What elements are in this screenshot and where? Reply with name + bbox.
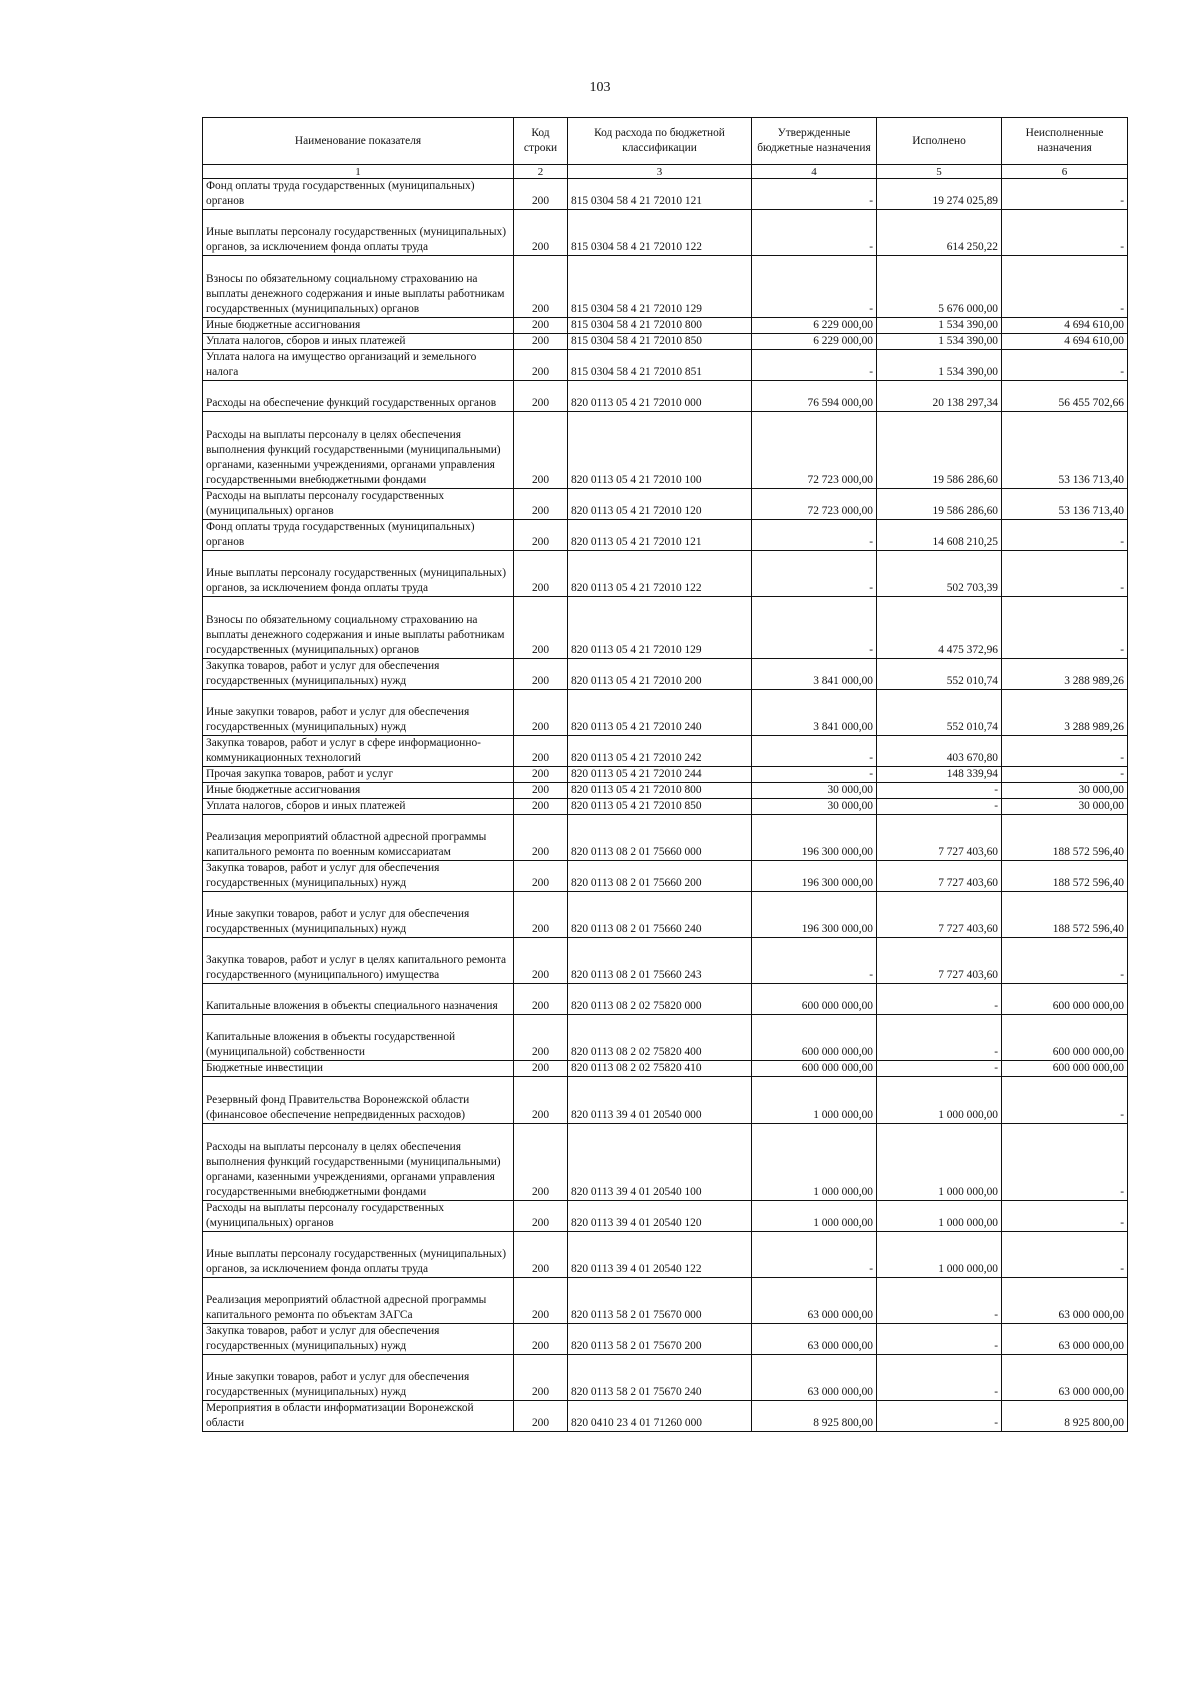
table-row: [203, 736, 1128, 767]
header-unexecuted: Неисполненные назначения: [1002, 118, 1128, 165]
unexecuted-amount-cell: 30 000,00: [1002, 783, 1128, 799]
approved-amount-cell: 30 000,00: [752, 799, 877, 815]
approved-amount-cell: 6 229 000,00: [752, 334, 877, 350]
indicator-name-cell: Взносы по обязательному социальному страхованию на выплаты денежного содержания и иные выплаты работникам государственных (муниципальных) органов: [203, 597, 514, 659]
approved-amount-cell: -: [752, 597, 877, 659]
header-row: [203, 118, 1128, 165]
unexecuted-amount-cell: 56 455 702,66: [1002, 381, 1128, 412]
unexecuted-amount-cell: -: [1002, 520, 1128, 551]
expense-code-cell: 820 0113 08 2 01 75660 200: [568, 861, 752, 892]
unexecuted-amount-cell: 4 694 610,00: [1002, 334, 1128, 350]
expense-code-cell: 820 0113 05 4 21 72010 850: [568, 799, 752, 815]
unexecuted-amount-cell: -: [1002, 1232, 1128, 1278]
table-body: [203, 179, 1128, 1432]
indicator-name-cell: Закупка товаров, работ и услуг в сфере информационно-коммуникационных технологий: [203, 736, 514, 767]
table-row: [203, 767, 1128, 783]
executed-amount-cell: 7 727 403,60: [877, 938, 1002, 984]
indicator-name-cell: Фонд оплаты труда государственных (муниципальных) органов: [203, 520, 514, 551]
table-row: [203, 799, 1128, 815]
expense-code-cell: 820 0113 08 2 02 75820 000: [568, 984, 752, 1015]
expense-code-cell: 820 0113 39 4 01 20540 000: [568, 1077, 752, 1124]
approved-amount-cell: 1 000 000,00: [752, 1201, 877, 1232]
expense-code-cell: 820 0113 05 4 21 72010 120: [568, 489, 752, 520]
row-code-cell: 200: [514, 551, 568, 597]
executed-amount-cell: 7 727 403,60: [877, 815, 1002, 861]
row-code-cell: 200: [514, 1278, 568, 1324]
approved-amount-cell: 72 723 000,00: [752, 489, 877, 520]
unexecuted-amount-cell: -: [1002, 1201, 1128, 1232]
expense-code-cell: 815 0304 58 4 21 72010 121: [568, 179, 752, 210]
indicator-name-cell: Бюджетные инвестиции: [203, 1061, 514, 1077]
unexecuted-amount-cell: -: [1002, 350, 1128, 381]
indicator-name-cell: Расходы на выплаты персоналу государственных (муниципальных) органов: [203, 1201, 514, 1232]
expense-code-cell: 820 0113 05 4 21 72010 200: [568, 659, 752, 690]
approved-amount-cell: -: [752, 551, 877, 597]
table-row: [203, 815, 1128, 861]
unexecuted-amount-cell: -: [1002, 256, 1128, 318]
approved-amount-cell: 1 000 000,00: [752, 1077, 877, 1124]
unexecuted-amount-cell: 3 288 989,26: [1002, 690, 1128, 736]
table-row: [203, 597, 1128, 659]
unexecuted-amount-cell: 63 000 000,00: [1002, 1278, 1128, 1324]
table-row: [203, 938, 1128, 984]
unexecuted-amount-cell: -: [1002, 736, 1128, 767]
column-number: 2: [514, 165, 568, 179]
header-executed: Исполнено: [877, 118, 1002, 165]
approved-amount-cell: 600 000 000,00: [752, 1061, 877, 1077]
expense-code-cell: 815 0304 58 4 21 72010 800: [568, 318, 752, 334]
expense-code-cell: 820 0113 08 2 01 75660 240: [568, 892, 752, 938]
executed-amount-cell: -: [877, 783, 1002, 799]
table-row: [203, 350, 1128, 381]
table-row: [203, 318, 1128, 334]
header-row-code: Код строки: [514, 118, 568, 165]
table-row: [203, 210, 1128, 256]
row-code-cell: 200: [514, 334, 568, 350]
executed-amount-cell: 1 000 000,00: [877, 1232, 1002, 1278]
indicator-name-cell: Расходы на выплаты персоналу государственных (муниципальных) органов: [203, 489, 514, 520]
executed-amount-cell: -: [877, 1278, 1002, 1324]
unexecuted-amount-cell: -: [1002, 551, 1128, 597]
executed-amount-cell: 614 250,22: [877, 210, 1002, 256]
row-code-cell: 200: [514, 938, 568, 984]
unexecuted-amount-cell: -: [1002, 767, 1128, 783]
table-row: [203, 892, 1128, 938]
indicator-name-cell: Капитальные вложения в объекты специального назначения: [203, 984, 514, 1015]
indicator-name-cell: Взносы по обязательному социальному страхованию на выплаты денежного содержания и иные выплаты работникам государственных (муниципальных) органов: [203, 256, 514, 318]
table-row: [203, 690, 1128, 736]
row-code-cell: 200: [514, 861, 568, 892]
column-number: 1: [203, 165, 514, 179]
expense-code-cell: 820 0113 08 2 02 75820 400: [568, 1015, 752, 1061]
approved-amount-cell: 3 841 000,00: [752, 659, 877, 690]
table-row: [203, 659, 1128, 690]
approved-amount-cell: 63 000 000,00: [752, 1355, 877, 1401]
expense-code-cell: 820 0113 05 4 21 72010 242: [568, 736, 752, 767]
executed-amount-cell: 1 000 000,00: [877, 1077, 1002, 1124]
unexecuted-amount-cell: 600 000 000,00: [1002, 1015, 1128, 1061]
row-code-cell: 200: [514, 1355, 568, 1401]
expense-code-cell: 820 0113 58 2 01 75670 000: [568, 1278, 752, 1324]
approved-amount-cell: -: [752, 179, 877, 210]
expense-code-cell: 820 0113 05 4 21 72010 121: [568, 520, 752, 551]
expense-code-cell: 820 0113 08 2 01 75660 000: [568, 815, 752, 861]
table-row: [203, 783, 1128, 799]
page-number: 103: [589, 80, 611, 95]
column-number: 6: [1002, 165, 1128, 179]
executed-amount-cell: 502 703,39: [877, 551, 1002, 597]
approved-amount-cell: -: [752, 1232, 877, 1278]
table-row: [203, 489, 1128, 520]
row-code-cell: 200: [514, 1124, 568, 1201]
indicator-name-cell: Иные выплаты персоналу государственных (муниципальных) органов, за исключением фонда оплаты труда: [203, 210, 514, 256]
approved-amount-cell: -: [752, 520, 877, 551]
unexecuted-amount-cell: 53 136 713,40: [1002, 412, 1128, 489]
unexecuted-amount-cell: 188 572 596,40: [1002, 861, 1128, 892]
expense-code-cell: 820 0113 08 2 02 75820 410: [568, 1061, 752, 1077]
table-row: [203, 551, 1128, 597]
indicator-name-cell: Иные бюджетные ассигнования: [203, 318, 514, 334]
table-row: [203, 1061, 1128, 1077]
row-code-cell: 200: [514, 659, 568, 690]
row-code-cell: 200: [514, 520, 568, 551]
executed-amount-cell: -: [877, 1401, 1002, 1432]
row-code-cell: 200: [514, 597, 568, 659]
column-number: 5: [877, 165, 1002, 179]
indicator-name-cell: Закупка товаров, работ и услуг для обеспечения государственных (муниципальных) нужд: [203, 861, 514, 892]
executed-amount-cell: 19 274 025,89: [877, 179, 1002, 210]
table-row: [203, 1077, 1128, 1124]
indicator-name-cell: Уплата налогов, сборов и иных платежей: [203, 799, 514, 815]
executed-amount-cell: 1 000 000,00: [877, 1201, 1002, 1232]
indicator-name-cell: Резервный фонд Правительства Воронежской области (финансовое обеспечение непредвиденных расходов): [203, 1077, 514, 1124]
budget-sheet: [202, 117, 1127, 1432]
table-row: [203, 334, 1128, 350]
approved-amount-cell: 6 229 000,00: [752, 318, 877, 334]
table-row: [203, 1201, 1128, 1232]
approved-amount-cell: -: [752, 210, 877, 256]
unexecuted-amount-cell: 63 000 000,00: [1002, 1324, 1128, 1355]
executed-amount-cell: 1 000 000,00: [877, 1124, 1002, 1201]
table-row: [203, 1232, 1128, 1278]
executed-amount-cell: 552 010,74: [877, 659, 1002, 690]
expense-code-cell: 820 0113 39 4 01 20540 100: [568, 1124, 752, 1201]
row-code-cell: 200: [514, 736, 568, 767]
executed-amount-cell: 14 608 210,25: [877, 520, 1002, 551]
executed-amount-cell: -: [877, 799, 1002, 815]
indicator-name-cell: Фонд оплаты труда государственных (муниципальных) органов: [203, 179, 514, 210]
unexecuted-amount-cell: 3 288 989,26: [1002, 659, 1128, 690]
table-row: [203, 381, 1128, 412]
indicator-name-cell: Иные бюджетные ассигнования: [203, 783, 514, 799]
approved-amount-cell: 8 925 800,00: [752, 1401, 877, 1432]
executed-amount-cell: -: [877, 984, 1002, 1015]
approved-amount-cell: 76 594 000,00: [752, 381, 877, 412]
executed-amount-cell: 20 138 297,34: [877, 381, 1002, 412]
unexecuted-amount-cell: 53 136 713,40: [1002, 489, 1128, 520]
expense-code-cell: 820 0113 05 4 21 72010 129: [568, 597, 752, 659]
indicator-name-cell: Уплата налога на имущество организаций и земельного налога: [203, 350, 514, 381]
budget-table: [202, 117, 1128, 1432]
indicator-name-cell: Мероприятия в области информатизации Воронежской области: [203, 1401, 514, 1432]
approved-amount-cell: 196 300 000,00: [752, 861, 877, 892]
executed-amount-cell: 5 676 000,00: [877, 256, 1002, 318]
row-code-cell: 200: [514, 1232, 568, 1278]
row-code-cell: 200: [514, 489, 568, 520]
row-code-cell: 200: [514, 1077, 568, 1124]
expense-code-cell: 820 0410 23 4 01 71260 000: [568, 1401, 752, 1432]
approved-amount-cell: 30 000,00: [752, 783, 877, 799]
row-code-cell: 200: [514, 210, 568, 256]
header-approved: Утвержденные бюджетные назначения: [752, 118, 877, 165]
expense-code-cell: 815 0304 58 4 21 72010 850: [568, 334, 752, 350]
unexecuted-amount-cell: 4 694 610,00: [1002, 318, 1128, 334]
expense-code-cell: 820 0113 39 4 01 20540 120: [568, 1201, 752, 1232]
indicator-name-cell: Уплата налогов, сборов и иных платежей: [203, 334, 514, 350]
row-code-cell: 200: [514, 179, 568, 210]
executed-amount-cell: -: [877, 1061, 1002, 1077]
executed-amount-cell: -: [877, 1355, 1002, 1401]
expense-code-cell: 820 0113 58 2 01 75670 240: [568, 1355, 752, 1401]
indicator-name-cell: Иные закупки товаров, работ и услуг для обеспечения государственных (муниципальных) нужд: [203, 690, 514, 736]
approved-amount-cell: 600 000 000,00: [752, 1015, 877, 1061]
expense-code-cell: 820 0113 58 2 01 75670 200: [568, 1324, 752, 1355]
executed-amount-cell: 4 475 372,96: [877, 597, 1002, 659]
unexecuted-amount-cell: -: [1002, 1124, 1128, 1201]
row-code-cell: 200: [514, 815, 568, 861]
indicator-name-cell: Иные закупки товаров, работ и услуг для обеспечения государственных (муниципальных) нужд: [203, 892, 514, 938]
expense-code-cell: 820 0113 05 4 21 72010 100: [568, 412, 752, 489]
approved-amount-cell: 63 000 000,00: [752, 1278, 877, 1324]
expense-code-cell: 820 0113 08 2 01 75660 243: [568, 938, 752, 984]
approved-amount-cell: -: [752, 736, 877, 767]
indicator-name-cell: Иные закупки товаров, работ и услуг для обеспечения государственных (муниципальных) нужд: [203, 1355, 514, 1401]
expense-code-cell: 820 0113 05 4 21 72010 240: [568, 690, 752, 736]
table-row: [203, 1278, 1128, 1324]
expense-code-cell: 815 0304 58 4 21 72010 122: [568, 210, 752, 256]
unexecuted-amount-cell: 8 925 800,00: [1002, 1401, 1128, 1432]
unexecuted-amount-cell: -: [1002, 597, 1128, 659]
unexecuted-amount-cell: 30 000,00: [1002, 799, 1128, 815]
approved-amount-cell: -: [752, 350, 877, 381]
indicator-name-cell: Прочая закупка товаров, работ и услуг: [203, 767, 514, 783]
approved-amount-cell: 3 841 000,00: [752, 690, 877, 736]
table-row: [203, 1124, 1128, 1201]
approved-amount-cell: 196 300 000,00: [752, 815, 877, 861]
indicator-name-cell: Реализация мероприятий областной адресной программы капитального ремонта по военным комиссариатам: [203, 815, 514, 861]
header-indicator-name: Наименование показателя: [203, 118, 514, 165]
unexecuted-amount-cell: -: [1002, 938, 1128, 984]
indicator-name-cell: Закупка товаров, работ и услуг для обеспечения государственных (муниципальных) нужд: [203, 1324, 514, 1355]
expense-code-cell: 820 0113 39 4 01 20540 122: [568, 1232, 752, 1278]
indicator-name-cell: Иные выплаты персоналу государственных (муниципальных) органов, за исключением фонда оплаты труда: [203, 1232, 514, 1278]
table-row: [203, 179, 1128, 210]
unexecuted-amount-cell: 188 572 596,40: [1002, 892, 1128, 938]
indicator-name-cell: Расходы на выплаты персоналу в целях обеспечения выполнения функций государственными (муниципальными) органами, казенными учреждениями, органами управления государственными внебюджетными фондами: [203, 412, 514, 489]
indicator-name-cell: Расходы на обеспечение функций государственных органов: [203, 381, 514, 412]
row-code-cell: 200: [514, 1201, 568, 1232]
expense-code-cell: 815 0304 58 4 21 72010 129: [568, 256, 752, 318]
executed-amount-cell: -: [877, 1015, 1002, 1061]
executed-amount-cell: 148 339,94: [877, 767, 1002, 783]
approved-amount-cell: 63 000 000,00: [752, 1324, 877, 1355]
indicator-name-cell: Закупка товаров, работ и услуг в целях капитального ремонта государственного (муниципального) имущества: [203, 938, 514, 984]
executed-amount-cell: 7 727 403,60: [877, 861, 1002, 892]
row-code-cell: 200: [514, 318, 568, 334]
row-code-cell: 200: [514, 1401, 568, 1432]
unexecuted-amount-cell: -: [1002, 1077, 1128, 1124]
expense-code-cell: 820 0113 05 4 21 72010 244: [568, 767, 752, 783]
executed-amount-cell: 19 586 286,60: [877, 489, 1002, 520]
unexecuted-amount-cell: 63 000 000,00: [1002, 1355, 1128, 1401]
executed-amount-cell: 1 534 390,00: [877, 318, 1002, 334]
executed-amount-cell: 19 586 286,60: [877, 412, 1002, 489]
approved-amount-cell: 600 000 000,00: [752, 984, 877, 1015]
indicator-name-cell: Капитальные вложения в объекты государственной (муниципальной) собственности: [203, 1015, 514, 1061]
row-code-cell: 200: [514, 1324, 568, 1355]
executed-amount-cell: 7 727 403,60: [877, 892, 1002, 938]
row-code-cell: 200: [514, 1015, 568, 1061]
table-row: [203, 412, 1128, 489]
table-row: [203, 520, 1128, 551]
table-row: [203, 1324, 1128, 1355]
row-code-cell: 200: [514, 256, 568, 318]
table-row: [203, 1015, 1128, 1061]
row-code-cell: 200: [514, 767, 568, 783]
table-row: [203, 256, 1128, 318]
expense-code-cell: 820 0113 05 4 21 72010 800: [568, 783, 752, 799]
indicator-name-cell: Закупка товаров, работ и услуг для обеспечения государственных (муниципальных) нужд: [203, 659, 514, 690]
expense-code-cell: 820 0113 05 4 21 72010 000: [568, 381, 752, 412]
row-code-cell: 200: [514, 1061, 568, 1077]
table-row: [203, 1401, 1128, 1432]
header-expense-code: Код расхода по бюджетной классификации: [568, 118, 752, 165]
row-code-cell: 200: [514, 381, 568, 412]
table-row: [203, 1355, 1128, 1401]
unexecuted-amount-cell: 600 000 000,00: [1002, 1061, 1128, 1077]
table-row: [203, 984, 1128, 1015]
approved-amount-cell: 72 723 000,00: [752, 412, 877, 489]
approved-amount-cell: -: [752, 767, 877, 783]
row-code-cell: 200: [514, 892, 568, 938]
row-code-cell: 200: [514, 690, 568, 736]
approved-amount-cell: 1 000 000,00: [752, 1124, 877, 1201]
executed-amount-cell: 1 534 390,00: [877, 350, 1002, 381]
approved-amount-cell: -: [752, 256, 877, 318]
table-header: [203, 118, 1128, 179]
row-code-cell: 200: [514, 799, 568, 815]
column-number-row: [203, 165, 1128, 179]
unexecuted-amount-cell: 600 000 000,00: [1002, 984, 1128, 1015]
executed-amount-cell: 1 534 390,00: [877, 334, 1002, 350]
column-number: 3: [568, 165, 752, 179]
unexecuted-amount-cell: -: [1002, 179, 1128, 210]
indicator-name-cell: Иные выплаты персоналу государственных (муниципальных) органов, за исключением фонда оплаты труда: [203, 551, 514, 597]
executed-amount-cell: -: [877, 1324, 1002, 1355]
row-code-cell: 200: [514, 783, 568, 799]
approved-amount-cell: -: [752, 938, 877, 984]
expense-code-cell: 815 0304 58 4 21 72010 851: [568, 350, 752, 381]
expense-code-cell: 820 0113 05 4 21 72010 122: [568, 551, 752, 597]
executed-amount-cell: 552 010,74: [877, 690, 1002, 736]
unexecuted-amount-cell: 188 572 596,40: [1002, 815, 1128, 861]
approved-amount-cell: 196 300 000,00: [752, 892, 877, 938]
row-code-cell: 200: [514, 984, 568, 1015]
executed-amount-cell: 403 670,80: [877, 736, 1002, 767]
indicator-name-cell: Реализация мероприятий областной адресной программы капитального ремонта по объектам ЗАГСа: [203, 1278, 514, 1324]
unexecuted-amount-cell: -: [1002, 210, 1128, 256]
table-row: [203, 861, 1128, 892]
row-code-cell: 200: [514, 412, 568, 489]
indicator-name-cell: Расходы на выплаты персоналу в целях обеспечения выполнения функций государственными (муниципальными) органами, казенными учреждениями, органами управления государственными внебюджетными фондами: [203, 1124, 514, 1201]
column-number: 4: [752, 165, 877, 179]
row-code-cell: 200: [514, 350, 568, 381]
